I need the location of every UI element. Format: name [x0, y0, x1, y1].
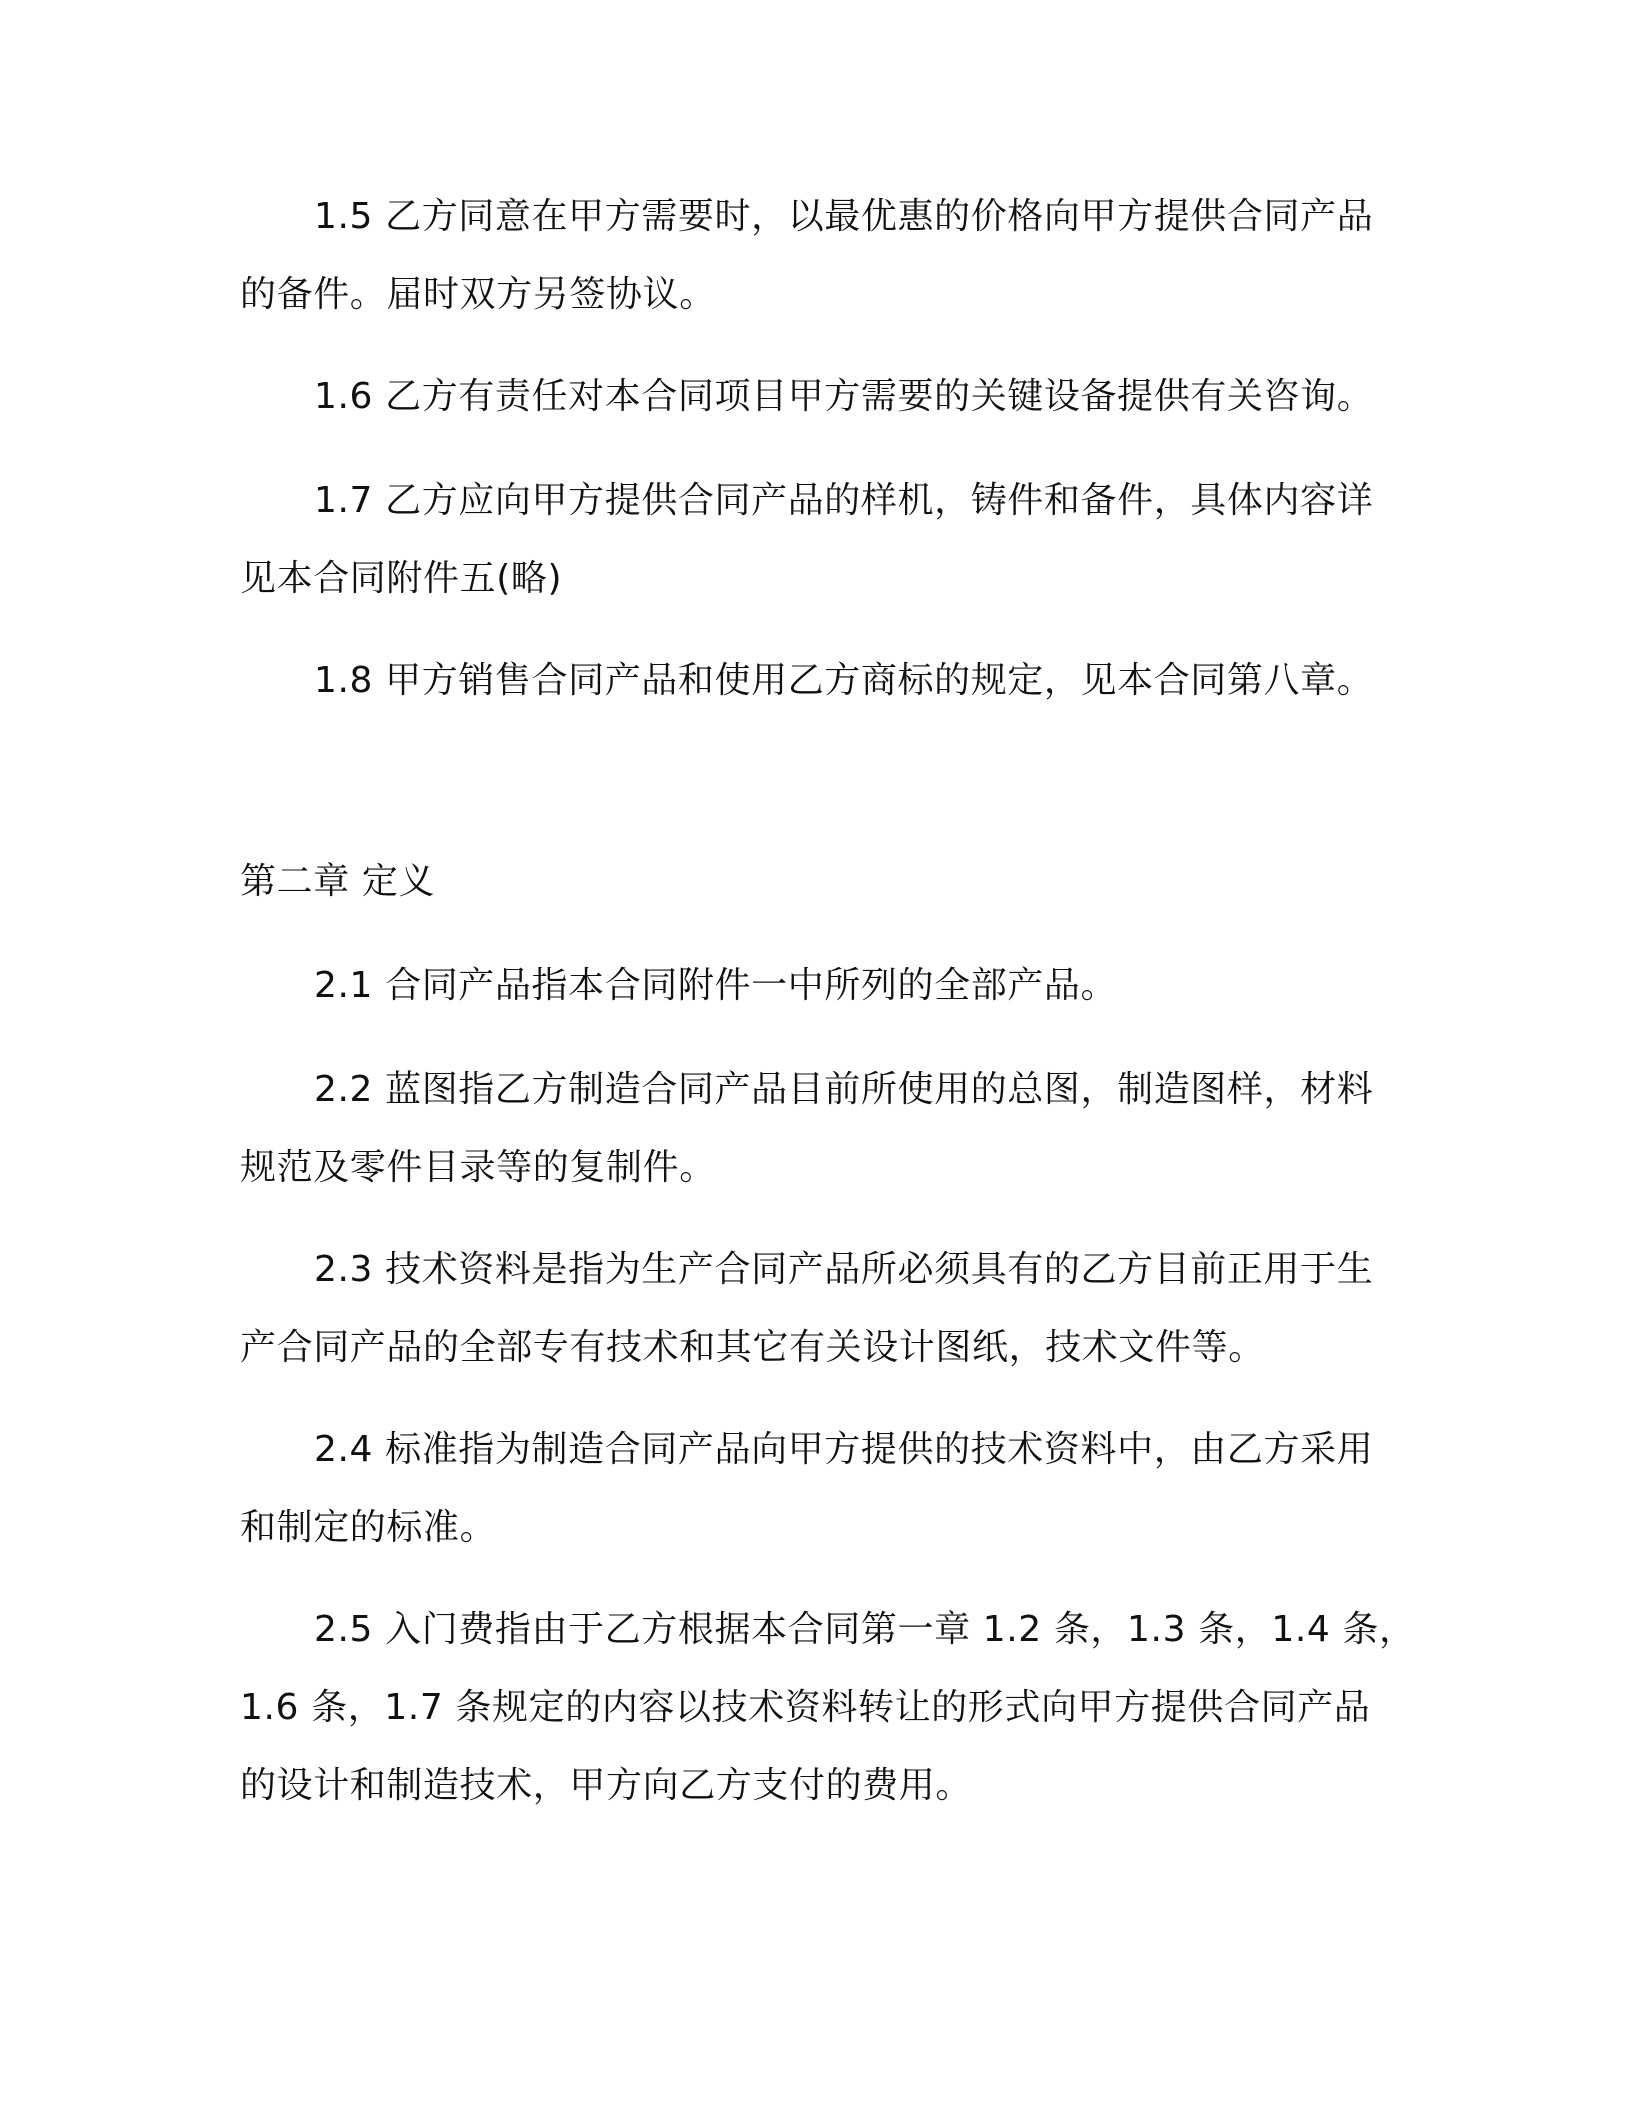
clause-2-3-line-2: 产合同产品的全部专有技术和其它有关设计图纸，技术文件等。 — [240, 1327, 1265, 1368]
clause-2-4-line-2: 和制定的标准。 — [240, 1507, 497, 1548]
clause-2-1-line-1: 2.1 合同产品指本合同附件一中所列的全部产品。 — [314, 965, 1118, 1006]
clause-1-5-line-2: 的备件。届时双方另签协议。 — [240, 274, 716, 315]
clause-1-5-line-1: 1.5 乙方同意在甲方需要时，以最优惠的价格向甲方提供合同产品 — [314, 196, 1374, 237]
clause-2-3-line-1: 2.3 技术资料是指为生产合同产品所必须具有的乙方目前正用于生 — [314, 1249, 1374, 1290]
chapter-2-heading: 第二章 定义 — [240, 861, 436, 902]
clause-1-7-line-2: 见本合同附件五(略) — [240, 558, 563, 599]
clause-1-7-line-1: 1.7 乙方应向甲方提供合同产品的样机，铸件和备件，具体内容详 — [314, 480, 1374, 521]
clause-1-8-line-1: 1.8 甲方销售合同产品和使用乙方商标的规定，见本合同第八章。 — [314, 660, 1374, 701]
clause-2-2-line-1: 2.2 蓝图指乙方制造合同产品目前所使用的总图，制造图样，材料 — [314, 1069, 1374, 1110]
clause-2-2-line-2: 规范及零件目录等的复制件。 — [240, 1147, 716, 1188]
clause-1-6-line-1: 1.6 乙方有责任对本合同项目甲方需要的关键设备提供有关咨询。 — [314, 376, 1374, 417]
clause-2-4-line-1: 2.4 标准指为制造合同产品向甲方提供的技术资料中，由乙方采用 — [314, 1429, 1374, 1470]
clause-2-5-line-3: 的设计和制造技术，甲方向乙方支付的费用。 — [240, 1765, 973, 1806]
clause-2-5-line-2: 1.6 条，1.7 条规定的内容以技术资料转让的形式向甲方提供合同产品 — [240, 1687, 1371, 1728]
clause-2-5-line-1: 2.5 入门费指由于乙方根据本合同第一章 1.2 条，1.3 条，1.4 条， — [314, 1609, 1416, 1650]
